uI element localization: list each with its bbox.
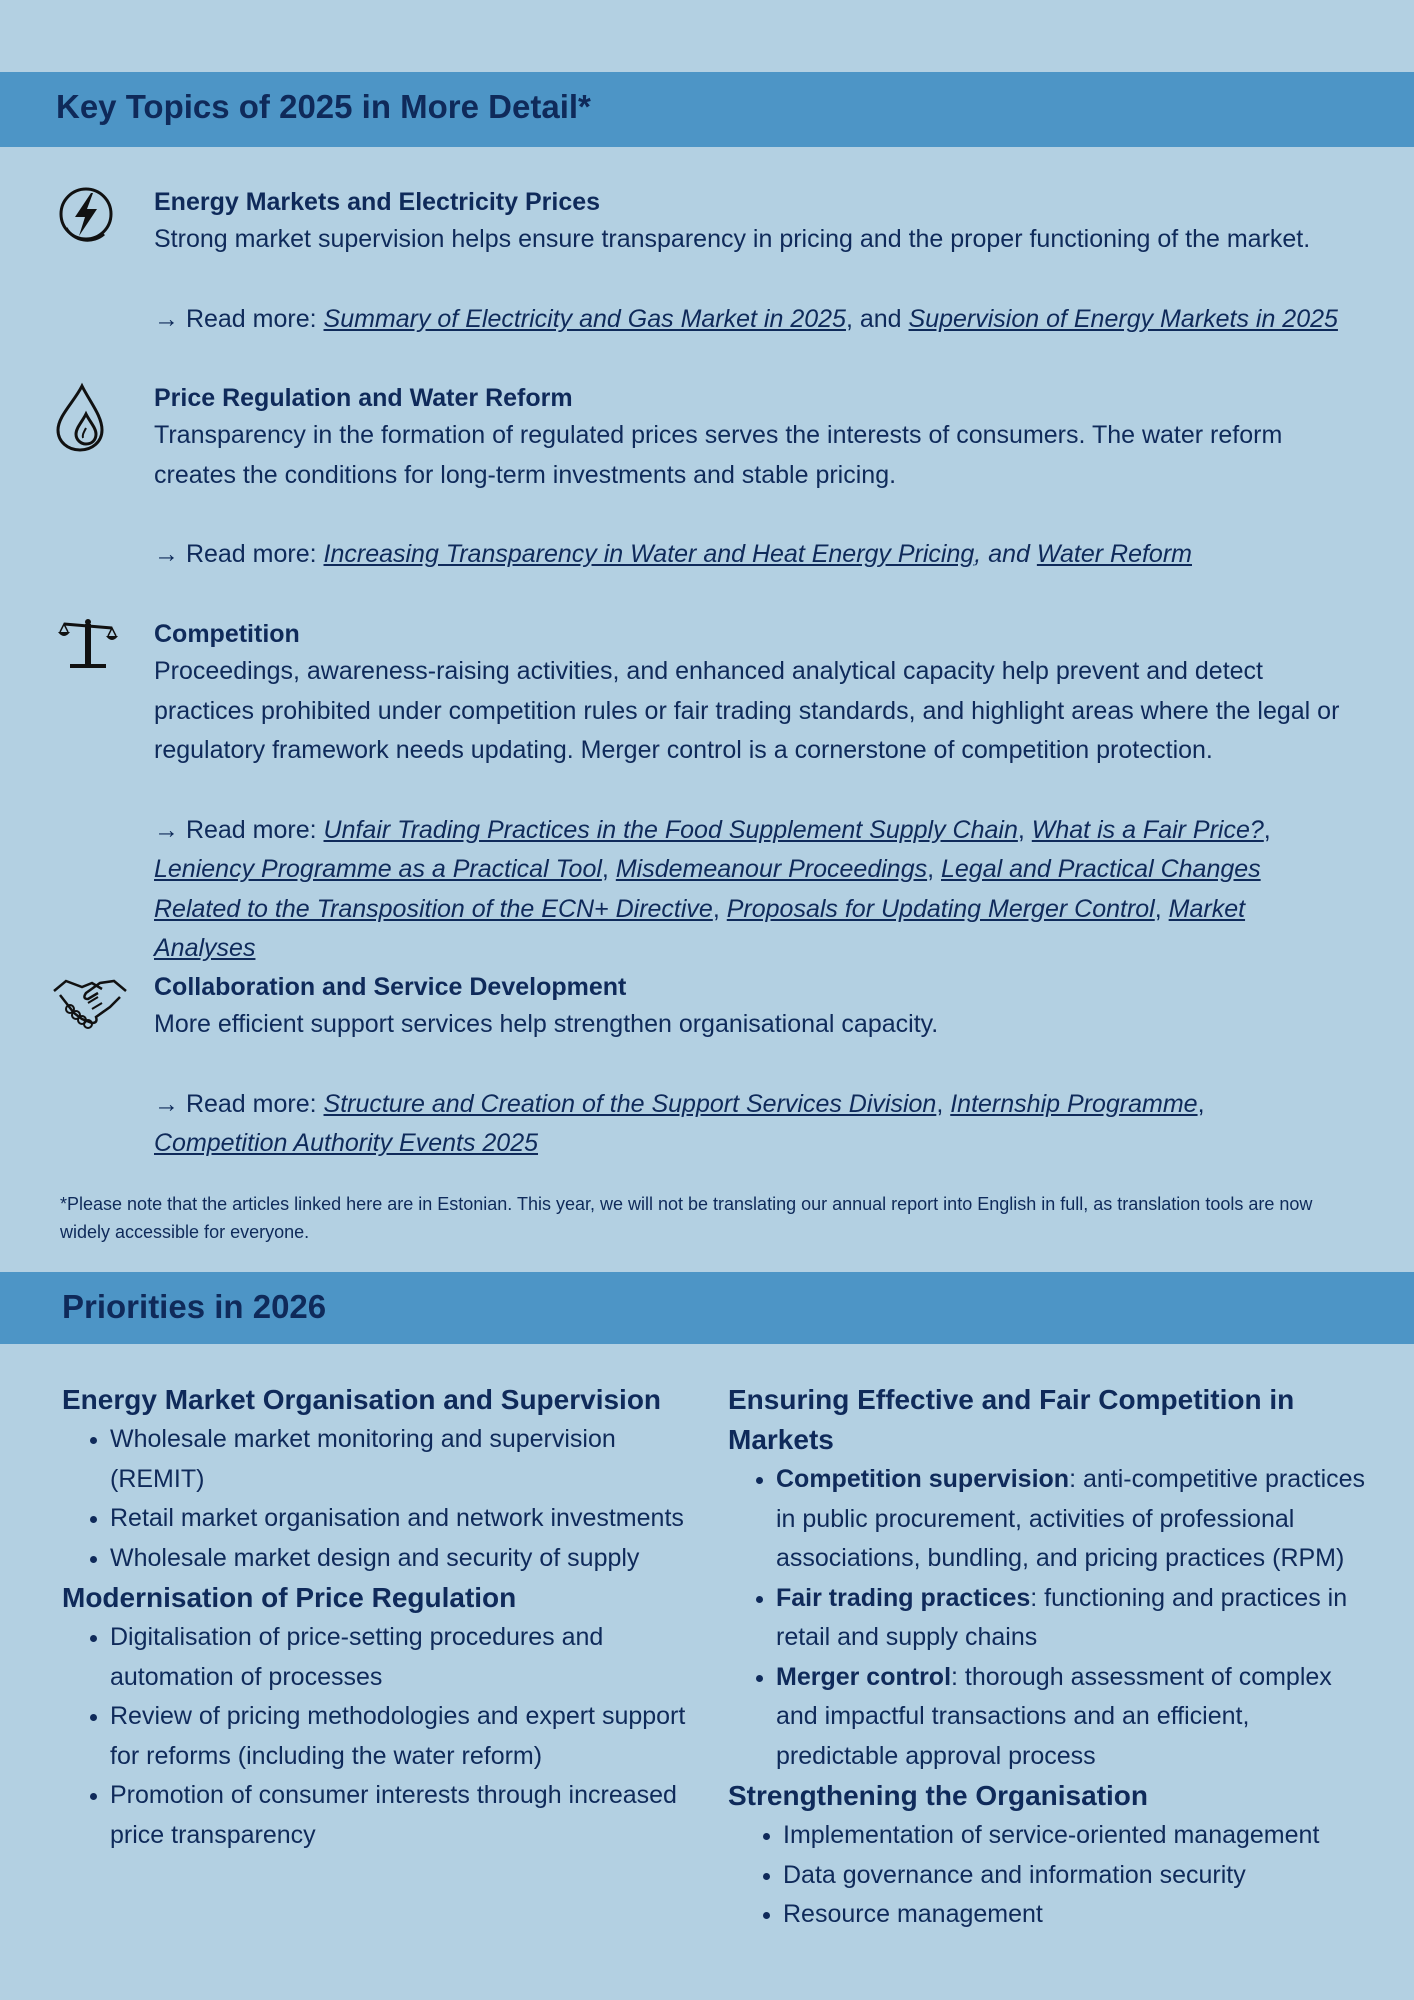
article-link[interactable]: Structure and Creation of the Support Services Division — [323, 1089, 937, 1118]
separator: , and — [845, 304, 909, 333]
read-more — [154, 300, 1344, 340]
article-link[interactable]: Proposals for Updating Merger Control — [726, 894, 1155, 923]
read-more-label: → Read more: — [154, 540, 324, 568]
priorities-right-column — [728, 1380, 1378, 1935]
section-header-priorities — [0, 1272, 1414, 1344]
article-link[interactable]: What is a Fair Price? — [1031, 815, 1264, 844]
article-link[interactable]: Supervision of Energy Markets in 2025 — [908, 304, 1338, 333]
list-item: • Implementation of service-oriented management — [783, 1816, 1378, 1856]
list-item: • Wholesale market monitoring and supervision (REMIT) — [110, 1420, 702, 1499]
water-drop-icon — [52, 382, 124, 454]
priority-list — [62, 1618, 702, 1855]
section-header-key-topics — [0, 72, 1414, 147]
scales-icon — [52, 612, 124, 684]
article-link[interactable]: Internship Programme — [950, 1089, 1198, 1118]
list-item — [776, 1658, 1378, 1777]
lightning-icon — [52, 184, 124, 256]
topic-title: Price Regulation and Water Reform — [154, 384, 573, 412]
item-bold-label: Competition supervision — [776, 1465, 1070, 1493]
priority-heading: Energy Market Organisation and Supervision — [62, 1384, 662, 1415]
footnote: *Please note that the articles linked here are in Estonian. This year, we will not be translating our annual report into English in full, as translation tools are now widely accessible for everyone. — [60, 1194, 1313, 1242]
priority-list — [62, 1420, 702, 1578]
article-link[interactable]: Water Reform — [1036, 540, 1192, 568]
topic-text: Proceedings, awareness-raising activities, and enhanced analytical capacity help prevent and detect practices prohibited under competition rules or fair trading standards, and highlight areas where the legal or regulatory framework needs updating. Merger control is a cornerstone of competition protection. — [154, 657, 1340, 764]
article-link[interactable]: Increasing Transparency in Water and Heat Energy Pricing — [323, 540, 975, 568]
list-item: • Promotion of consumer interests through increased price transparency — [110, 1776, 702, 1855]
item-text: : functioning and practices in retail and supply chains — [776, 1583, 1348, 1651]
separator: , — [1017, 815, 1032, 844]
separator: , — [936, 1089, 951, 1118]
topic-text: Strong market supervision helps ensure transparency in pricing and the proper functioning of the market. — [154, 225, 1311, 253]
read-more-label: → Read more: — [154, 304, 324, 333]
article-link[interactable]: Legal and Practical Changes Related to the Transposition of the ECN+ Directive — [154, 855, 1261, 923]
article-link[interactable]: Competition Authority Events 2025 — [154, 1129, 539, 1157]
topic-title: Collaboration and Service Development — [154, 973, 627, 1001]
priority-list — [728, 1460, 1378, 1776]
separator: , — [1197, 1089, 1205, 1118]
list-item: • Retail market organisation and network investments — [110, 1499, 702, 1539]
topic-text: More efficient support services help strengthen organisational capacity. — [154, 1010, 939, 1038]
article-link[interactable]: Misdemeanour Proceedings — [615, 855, 928, 883]
article-link[interactable]: Market Analyses — [154, 894, 1246, 962]
topic-title: Energy Markets and Electricity Prices — [154, 188, 601, 216]
list-item: • Wholesale market design and security of supply — [110, 1539, 702, 1579]
separator: , and — [974, 540, 1037, 568]
list-item: • Data governance and information security — [783, 1856, 1378, 1896]
separator: , — [1154, 894, 1169, 923]
section-title: Priorities in 2026 — [62, 1288, 327, 1325]
topic-title: Competition — [154, 620, 300, 648]
list-item: • Review of pricing methodologies and expert support for reforms (including the water reform) — [110, 1697, 702, 1776]
read-more — [154, 1085, 1344, 1164]
separator: , — [712, 894, 727, 923]
handshake-icon — [52, 967, 124, 1039]
separator: , — [601, 855, 616, 883]
item-text: : anti-competitive practices in public procurement, activities of professional associations, bundling, and pricing practices (RPM) — [776, 1465, 1366, 1572]
list-item: • Digitalisation of price-setting procedures and automation of processes — [110, 1618, 702, 1697]
separator: , — [1263, 815, 1271, 844]
article-link[interactable]: Leniency Programme as a Practical Tool — [154, 855, 602, 883]
read-more-label: → Read more: — [154, 1089, 324, 1118]
priority-heading: Modernisation of Price Regulation — [62, 1582, 517, 1613]
list-item: • Resource management — [783, 1895, 1378, 1935]
section-title: Key Topics of 2025 in More Detail* — [56, 88, 591, 125]
list-item — [776, 1460, 1378, 1579]
list-item — [776, 1579, 1378, 1658]
separator: , — [927, 855, 941, 883]
article-link[interactable]: Summary of Electricity and Gas Market in 2025 — [323, 304, 846, 333]
topic-text: Transparency in the formation of regulated prices serves the interests of consumers. The water reform creates the conditions for long-term investments and stable pricing. — [154, 421, 1283, 489]
item-bold-label: Fair trading practices — [776, 1583, 1031, 1612]
priority-list — [728, 1816, 1378, 1935]
priority-heading: Ensuring Effective and Fair Competition in Markets — [728, 1384, 1295, 1455]
priority-heading: Strengthening the Organisation — [728, 1780, 1149, 1811]
item-text: : thorough assessment of complex and impactful transactions and an efficient, predictable approval process — [776, 1662, 1332, 1770]
item-bold-label: Merger control — [776, 1662, 952, 1691]
read-more-label: → Read more: — [154, 815, 324, 844]
priorities-left-column — [62, 1380, 702, 1855]
read-more — [154, 811, 1344, 969]
read-more — [154, 535, 1344, 575]
article-link[interactable]: Unfair Trading Practices in the Food Supplement Supply Chain — [323, 815, 1018, 844]
